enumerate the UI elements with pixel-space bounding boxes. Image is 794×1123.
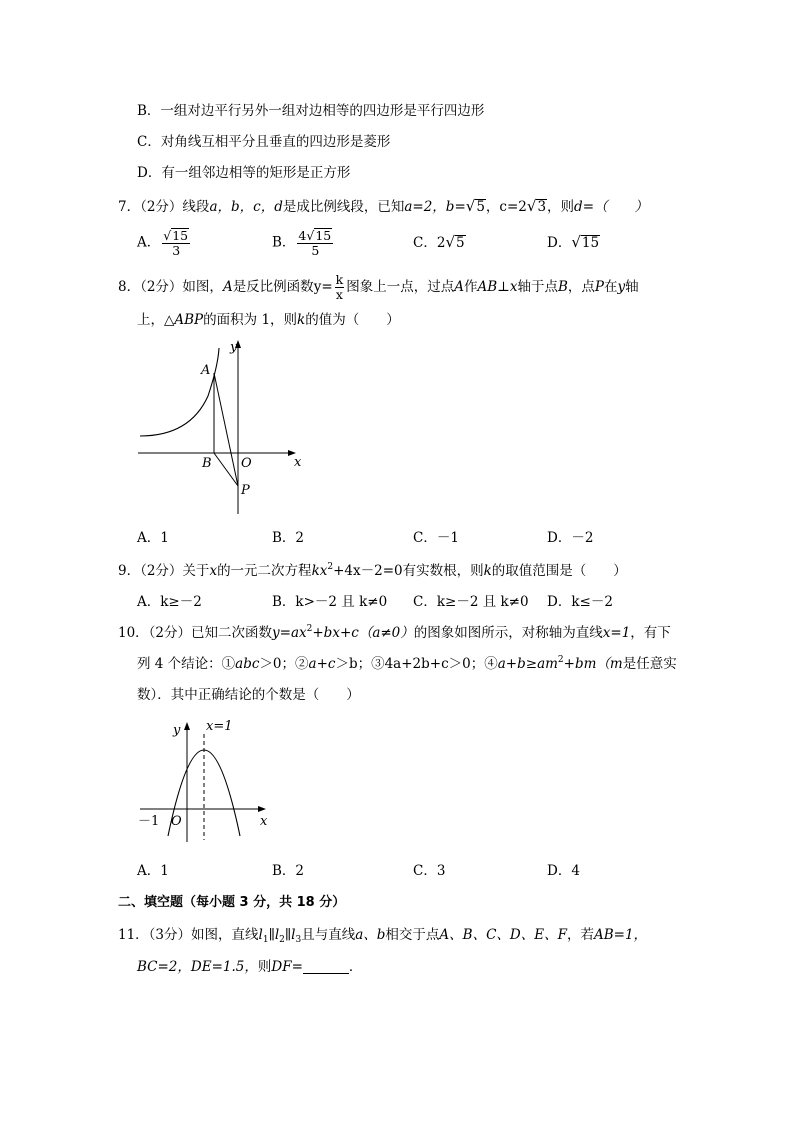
- q7-option-b-coef: 4: [298, 228, 307, 243]
- q10-expr: a+b≥am: [497, 656, 558, 672]
- q10-option-c: C．3: [413, 863, 446, 879]
- q7-option-a-label: A．: [137, 234, 161, 251]
- q7-option-c: [413, 233, 466, 252]
- q8-text: ，点: [567, 279, 595, 295]
- q8-point-a: A: [454, 279, 464, 295]
- q8-text: 轴: [625, 279, 639, 295]
- q10-expr: a+c: [308, 656, 336, 672]
- q9-equation-rest: +4x－2=0: [333, 563, 403, 579]
- q7-then: ，则: [547, 199, 575, 215]
- q7-c-radicand: 3: [537, 199, 547, 215]
- section-heading: 二、填空题（每小题 3 分，共 18 分）: [118, 895, 346, 910]
- q11-bc-value: BC=2，: [137, 959, 191, 975]
- q9-text: 的取值范围是（ ）: [491, 563, 627, 579]
- q7-option-c-radicand: 5: [456, 235, 465, 251]
- q8-option-d: D．－2: [547, 530, 594, 546]
- q11-df-label: DF=: [271, 959, 303, 975]
- q11-stem-line1: [118, 926, 647, 944]
- q8-label-p: P: [241, 483, 250, 498]
- q10-stem-line1: [118, 624, 671, 642]
- arrow-up-icon: [184, 722, 190, 730]
- q11-l1: l: [258, 927, 263, 943]
- q8-point-a: A: [222, 279, 233, 295]
- q8-hyperbola: [140, 348, 219, 436]
- q10-option-a: A．1: [137, 863, 169, 879]
- sqrt-icon: √: [445, 233, 455, 251]
- q9-x: x: [209, 563, 218, 579]
- q7-option-a-fraction: [162, 228, 190, 258]
- q10-axis-line: x=1: [602, 625, 631, 641]
- q7-option-b-fraction: [297, 228, 333, 258]
- q10-text: 10．（2分）已知二次函数: [118, 625, 273, 641]
- q7-question: d=（ ）: [574, 199, 649, 215]
- q7-b-label: b=: [445, 199, 466, 215]
- q8-text: 的面积为 1，则: [203, 312, 298, 328]
- q11-text: 11．（3分）如图，直线: [118, 927, 259, 943]
- q10-text: 是任意实: [622, 656, 677, 672]
- q7-option-d-label: D．: [547, 235, 572, 251]
- q11-lines-ab: a、b: [355, 927, 386, 943]
- q10-text: 列 4 个结论：①: [137, 656, 236, 672]
- q9-option-c: C．k≥－2 且 k≠0: [413, 594, 529, 610]
- q10-m: m: [609, 656, 623, 672]
- q11-l3: l: [291, 927, 296, 943]
- arrow-right-icon: [258, 806, 266, 812]
- q11-text: 且与直线: [301, 927, 356, 943]
- q7-option-c-coef: 2: [436, 235, 446, 251]
- q9-option-b: B．k>－2 且 k≠0: [272, 594, 388, 610]
- q8-stem-line2: [137, 311, 400, 329]
- q11-l1-sub: 1: [262, 935, 269, 945]
- q7-c-label: ，c=2: [485, 199, 527, 215]
- q10-option-d: D．4: [547, 863, 580, 879]
- q8-ab-perp: AB⊥x: [477, 279, 518, 295]
- q7-prefix: 7．（2分）线段: [118, 199, 210, 215]
- q10-stem-line2: [137, 655, 677, 673]
- q8-option-b: B．2: [272, 530, 305, 546]
- q11-de-value: DE=1.5，: [190, 959, 258, 975]
- q10-expr: +bm（: [563, 656, 610, 672]
- q8-triangle: ABP: [174, 312, 204, 328]
- q7-option-d: [547, 233, 600, 252]
- q8-text: 图象上一点，过点: [346, 279, 455, 295]
- q11-l2-sub: 2: [279, 935, 285, 945]
- q8-text: 8．（2分）如图，: [118, 279, 223, 295]
- q9-text: 的一元二次方程: [217, 563, 312, 579]
- q8-figure: [130, 336, 310, 521]
- q10-option-b: B．2: [272, 863, 305, 879]
- sqrt-icon: √: [571, 233, 581, 251]
- q11-l3-sub: 3: [295, 935, 302, 945]
- q10-expr: abc: [235, 656, 260, 672]
- q9-text: 9．（2分）关于: [118, 563, 210, 579]
- q7-option-b-denominator: 5: [311, 243, 320, 258]
- q8-text: 上，△: [137, 312, 175, 328]
- sqrt-icon: √: [163, 228, 172, 243]
- q10-text: ＞0；②: [259, 656, 309, 672]
- q11-period: ．: [348, 959, 363, 975]
- q10-equation: y=ax: [272, 625, 307, 641]
- q7-option-b-radicand: 15: [315, 228, 332, 243]
- q10-stem-line3: 数）．其中正确结论的个数是（ ）: [137, 687, 360, 703]
- q6-option-c: C．对角线互相平分且垂直的四边形是菱形: [137, 134, 391, 150]
- q11-stem-line2: [137, 958, 362, 976]
- q10-text: 的图象如图所示，对称轴为直线: [413, 625, 603, 641]
- q10-label-x: x: [260, 814, 268, 829]
- q7-option-b-label: B．: [272, 234, 296, 251]
- q7-option-b: [272, 228, 335, 258]
- q8-label-x: x: [294, 455, 302, 470]
- q11-text: 则: [257, 959, 272, 975]
- q7-option-a-radicand: 15: [172, 228, 189, 243]
- parallel-icon: ∥: [284, 927, 292, 943]
- q9-option-a: A．k≥－2: [137, 594, 202, 610]
- parallel-icon: ∥: [268, 927, 275, 943]
- q11-ab-value: AB=1，: [593, 927, 648, 943]
- q7-stem: [118, 197, 648, 216]
- q8-func-fraction: [335, 273, 345, 302]
- sqrt-icon: √: [526, 197, 537, 215]
- q8-stem-line1: [118, 273, 639, 302]
- q8-text: 是反比例函数: [232, 279, 314, 295]
- q8-func-den: x: [335, 287, 343, 302]
- q10-text: ，有下: [630, 625, 671, 641]
- q7-a-value: a=2，: [404, 199, 446, 215]
- q10-text: ＞b；③4a+2b+c＞0；④: [335, 656, 498, 672]
- sqrt-icon: √: [306, 228, 315, 243]
- q10-exponent: 2: [306, 624, 313, 634]
- q10-label-axis: x=1: [206, 719, 233, 734]
- q6-option-d: D．有一组邻边相等的矩形是正方形: [137, 165, 351, 181]
- q9-equation: kx: [311, 563, 328, 579]
- q10-equation-rest: +bx+c（a≠0）: [312, 625, 414, 641]
- q10-label-o: O: [171, 814, 182, 829]
- q8-func-y: y=: [313, 279, 333, 295]
- q11-text: 相交于点: [385, 927, 440, 943]
- q10-label-neg1: －1: [138, 814, 160, 829]
- q7-option-a: [137, 228, 192, 258]
- q8-k: k: [297, 312, 306, 328]
- q7-option-c-label: C．: [413, 235, 437, 251]
- q7-option-d-radicand: 15: [581, 235, 600, 251]
- q8-label-a: A: [201, 363, 211, 378]
- q11-l2: l: [274, 927, 280, 943]
- q11-points: A、B、C、D、E、F: [439, 927, 567, 943]
- q8-label-o: O: [241, 456, 252, 471]
- q10-label-y: y: [173, 723, 181, 738]
- q8-func-num: k: [335, 272, 344, 287]
- q7-vars: a，b，c，d: [209, 199, 283, 215]
- q8-label-y: y: [230, 340, 238, 355]
- q8-text: 的值为（ ）: [305, 312, 400, 328]
- q9-text: 有实数根，则: [402, 563, 484, 579]
- q7-middle: 是成比例线段，已知: [282, 199, 405, 215]
- q8-point-b: B: [557, 279, 568, 295]
- q8-y: y: [617, 279, 626, 295]
- q7-option-a-denominator: 3: [172, 243, 181, 258]
- q8-text: 在: [603, 279, 618, 295]
- q9-stem: [118, 562, 627, 580]
- q8-option-c: C．－1: [413, 530, 459, 546]
- q10-exponent: 2: [557, 655, 564, 665]
- q9-option-d: D．k≤－2: [547, 594, 613, 610]
- q11-text: ，若: [566, 927, 594, 943]
- q9-k: k: [483, 563, 492, 579]
- q8-point-p: P: [594, 279, 604, 295]
- q6-option-b: B．一组对边平行另外一组对边相等的四边形是平行四边形: [137, 103, 485, 119]
- q9-exponent: 2: [327, 562, 334, 572]
- q7-b-radicand: 5: [476, 199, 485, 215]
- q11-answer-blank[interactable]: [303, 959, 349, 974]
- q8-label-b: B: [202, 456, 212, 471]
- q8-option-a: A．1: [137, 530, 169, 546]
- q8-text: 作: [463, 279, 478, 295]
- sqrt-icon: √: [465, 197, 476, 215]
- q10-figure: [130, 712, 280, 852]
- q8-text: 轴于点: [517, 279, 558, 295]
